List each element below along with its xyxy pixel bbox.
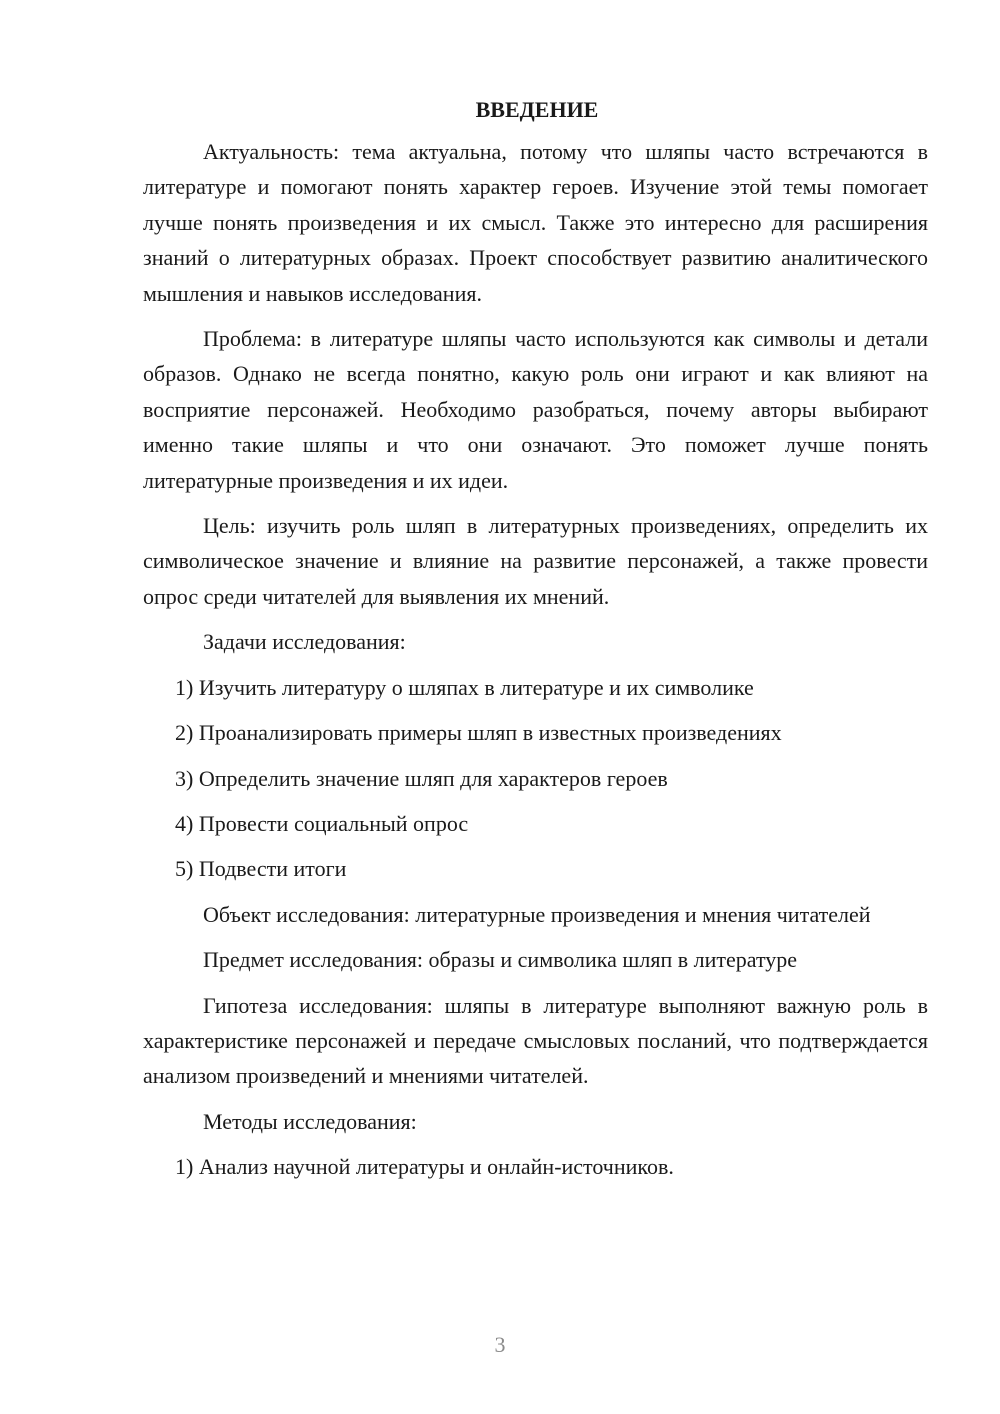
problem-paragraph: Проблема: в литературе шляпы часто используются как символы и детали образов. Однако не всегда понятно, какую роль они играют и как влияют на восприятие персонажей. Необходимо разобраться, почему авторы выбирают именно такие шляпы и что они означают. Это поможет лучше понять литературные произведения и их идеи. <box>143 326 928 493</box>
method-item-1: 1) Анализ научной литературы и онлайн-источников. <box>175 1154 674 1180</box>
page-number: 3 <box>494 1332 506 1357</box>
methods-heading: Методы исследования: <box>203 1108 417 1134</box>
object-paragraph: Объект исследования: литературные произведения и мнения читателей <box>203 901 871 927</box>
task-item-3: 3) Определить значение шляп для характеров героев <box>175 765 668 791</box>
relevance-paragraph: Актуальность: тема актуальна, потому что шляпы часто встречаются в литературе и помогают понять характер героев. Изучение этой темы помогает лучше понять произведения и их смысл. Также это интересно для расширения знаний о литературных образах. Проект способствует развитию аналитического мышления и навыков исследования. <box>143 139 928 306</box>
task-item-1: 1) Изучить литературу о шляпах в литературе и их символике <box>175 674 754 700</box>
task-item-4: 4) Провести социальный опрос <box>175 810 469 836</box>
tasks-heading: Задачи исследования: <box>203 629 406 655</box>
goal-paragraph: Цель: изучить роль шляп в литературных произведениях, определить их символическое значение и влияние на развитие персонажей, а также провести опрос среди читателей для выявления их мнений. <box>143 513 928 609</box>
page-content <box>143 92 928 1195</box>
subject-paragraph: Предмет исследования: образы и символика шляп в литературе <box>203 947 798 973</box>
section-title: ВВЕДЕНИЕ <box>475 97 599 122</box>
hypothesis-paragraph: Гипотеза исследования: шляпы в литературе выполняют важную роль в характеристике персонажей и передаче смысловых посланий, что подтверждается анализом произведений и мнениями читателей. <box>143 992 928 1089</box>
task-item-5: 5) Подвести итоги <box>175 856 347 882</box>
task-item-2: 2) Проанализировать примеры шляп в известных произведениях <box>175 720 782 746</box>
